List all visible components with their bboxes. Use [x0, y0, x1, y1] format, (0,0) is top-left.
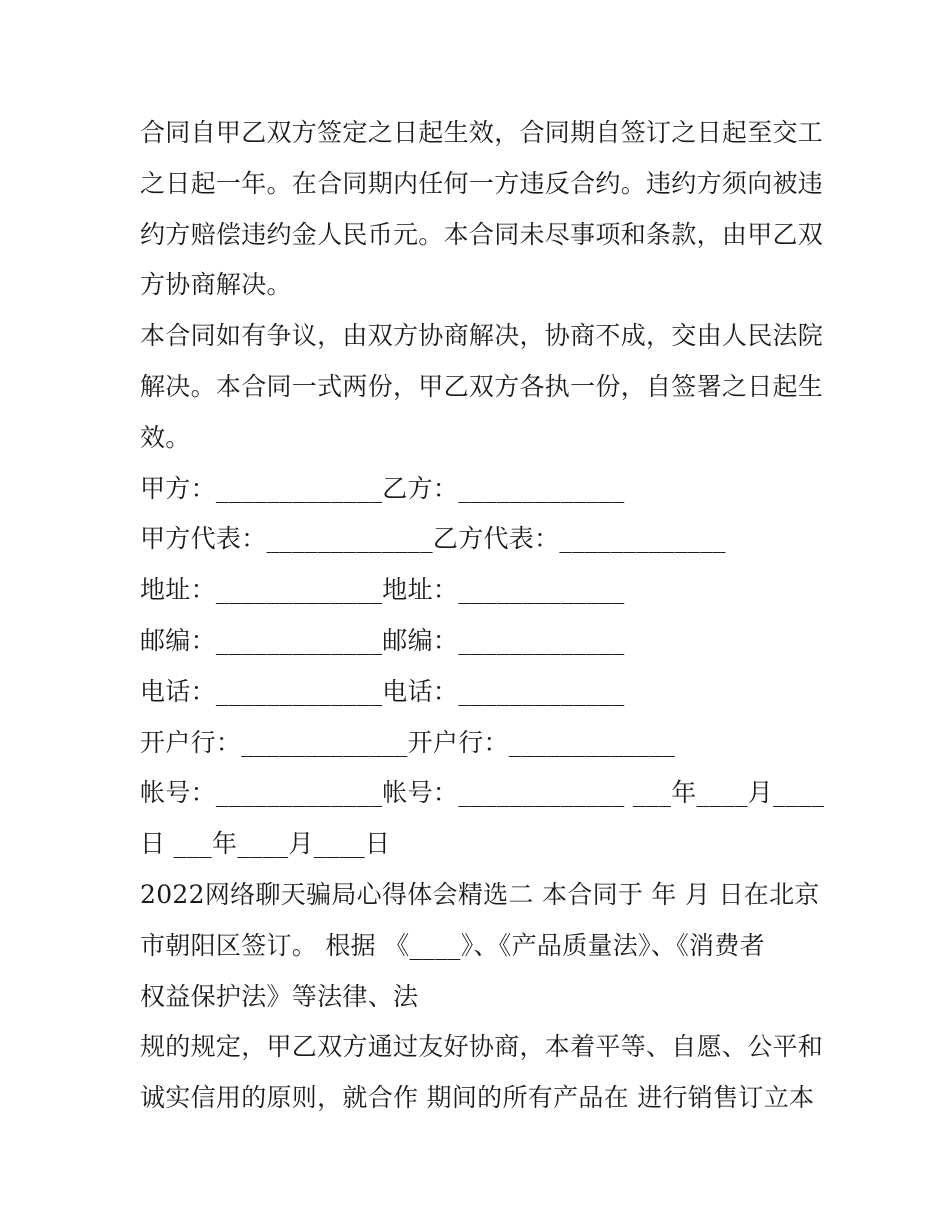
text-line: 2022网络聊天骗局心得体会精选二 本合同于 年 月 日在北京	[140, 879, 820, 909]
phone-line: 电话：_____________电话：_____________	[140, 676, 625, 706]
text-line: 之日起一年。在合同期内任何一方违反合约。违约方须向被违	[140, 168, 824, 198]
address-line: 地址：_____________地址：_____________	[140, 575, 625, 605]
text-line: 约方赔偿违约金人民币元。本合同未尽事项和条款，由甲乙双	[140, 219, 824, 249]
text-line: 方协商解决。	[140, 270, 292, 300]
text-line: 市朝阳区签订。 根据 《____》、《产品质量法》、《消费者	[140, 930, 765, 960]
text-line: 合同自甲乙双方签定之日起生效，合同期自签订之日起至交工	[140, 118, 824, 147]
text-line: 诚实信用的原则，就合作 期间的所有产品在 进行销售订立本	[140, 1083, 815, 1113]
bank-line: 开户行：_____________开户行：_____________	[140, 727, 676, 757]
text-line: 规的规定，甲乙双方通过友好协商，本着平等、自愿、公平和	[140, 1032, 824, 1062]
text-line: 解决。本合同一式两份，甲乙双方各执一份，自签署之日起生	[140, 371, 824, 401]
text-line: 权益保护法》等法律、法	[140, 981, 419, 1011]
document-body	[140, 108, 825, 1124]
date-line: 日 ___年____月____日	[140, 829, 391, 859]
text-line: 本合同如有争议，由双方协商解决，协商不成，交由人民法院	[140, 321, 824, 351]
account-line: 帐号：_____________帐号：_____________ ___年____月____	[140, 778, 825, 808]
text-line: 效。	[140, 422, 191, 452]
party-line: 甲方：_____________乙方：_____________	[140, 473, 625, 503]
postcode-line: 邮编：_____________邮编：_____________	[140, 625, 625, 655]
representative-line: 甲方代表：_____________乙方代表：_____________	[140, 524, 726, 554]
